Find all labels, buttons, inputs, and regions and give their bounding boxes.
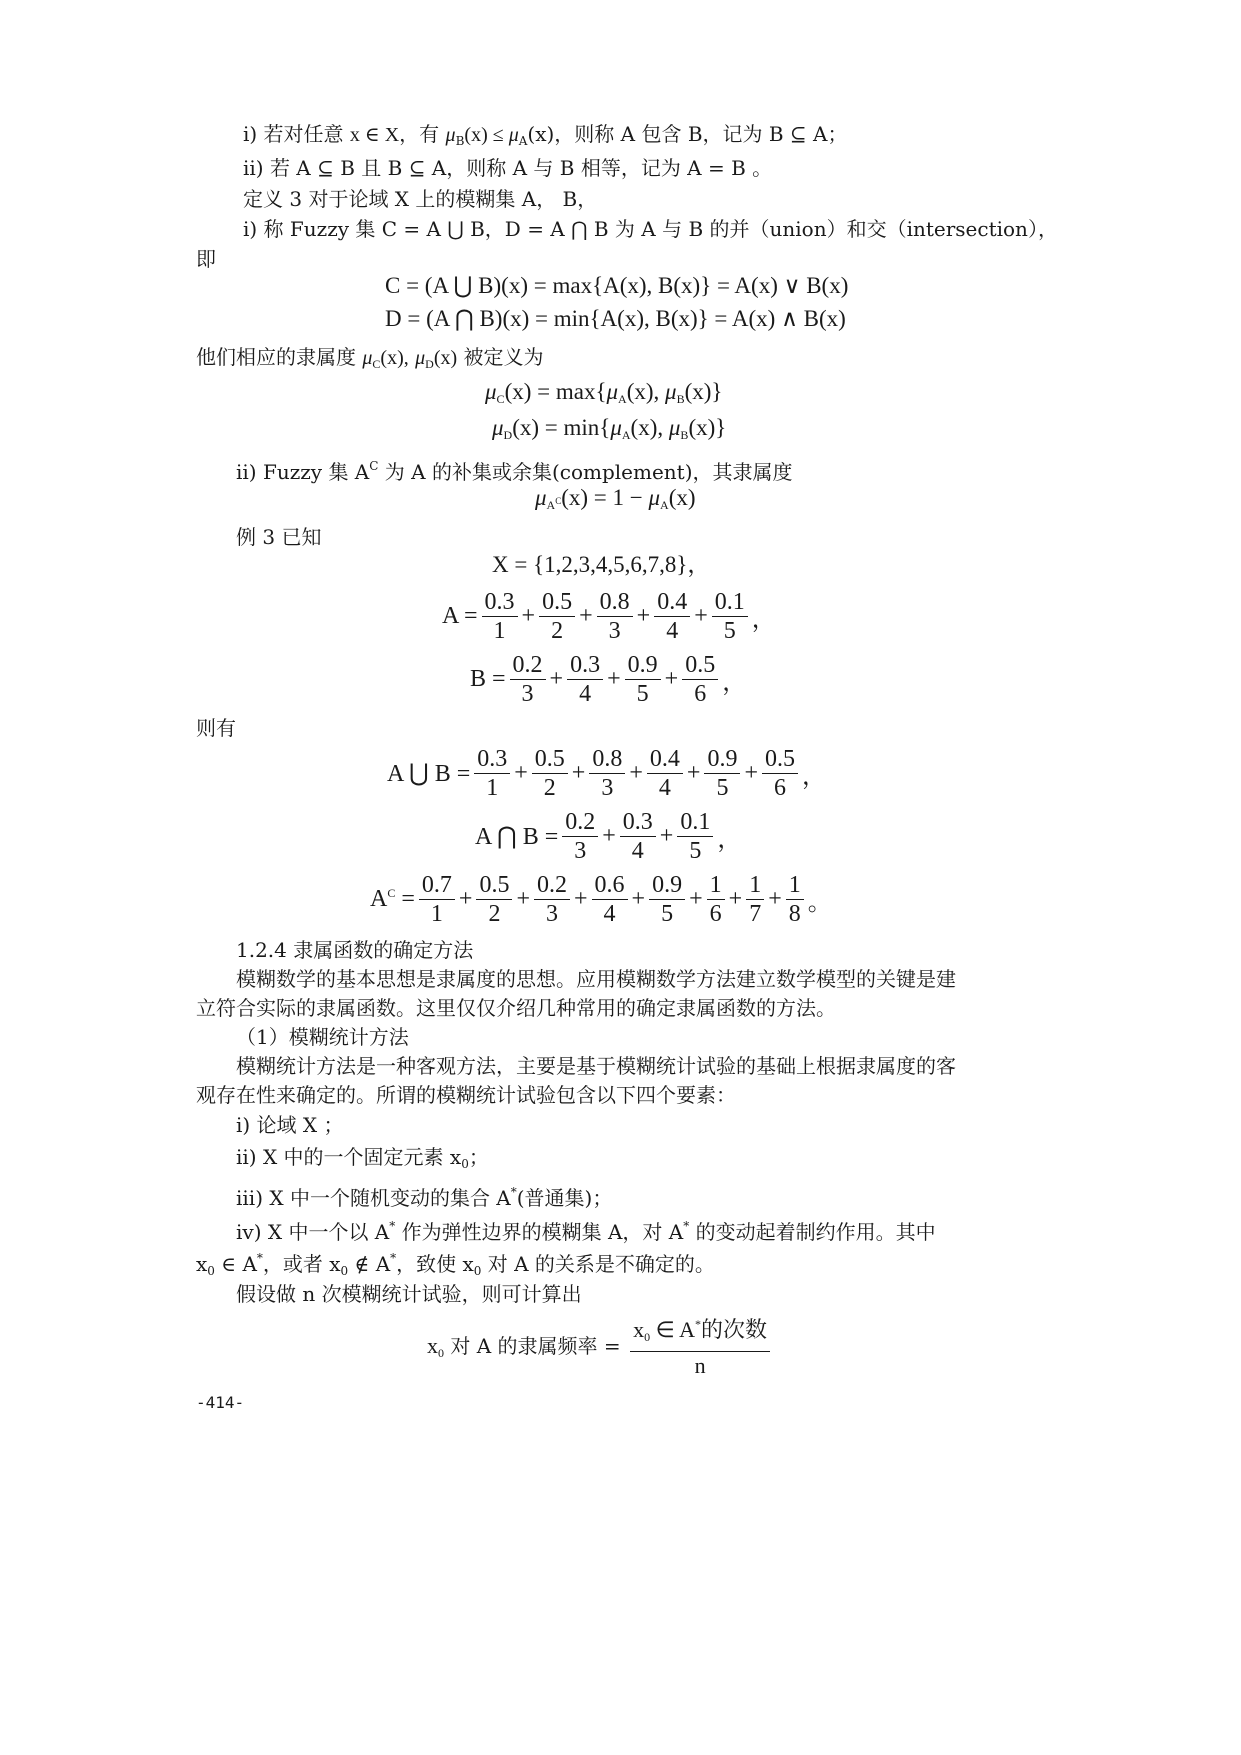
element-iv-line-1 (236, 1214, 936, 1244)
equation-intersection: D = (A ⋂ B)(x) = min{A(x), B(x)} = A(x) ∧ B(x) (385, 306, 846, 331)
plus-sign: + (631, 886, 646, 912)
plus-sign: + (686, 760, 701, 786)
text: 作为弹性边界的模糊集 A，对 A (395, 1220, 684, 1244)
membership-grade: 0.2 (534, 871, 570, 900)
definition-3-i: i) 称 Fuzzy 集 C = A ⋃ B，D = A ⋂ B 为 A 与 B 的并（union）和交（intersection）， (243, 217, 1058, 241)
text: ，或者 x (262, 1252, 341, 1276)
membership-term (654, 588, 690, 645)
example-3-label: 例 3 已知 (236, 525, 322, 549)
element: 8 (788, 901, 801, 927)
equation-mu-c: $\mu_C(x) = \max\{\mu_A(x)$, $\mu_B(x)$} (485, 379, 723, 406)
text: 的次数 (700, 1318, 767, 1343)
plus-sign: + (458, 886, 473, 912)
math: (x)} (688, 415, 727, 440)
element: 5 (636, 681, 649, 707)
membership-grade: 0.2 (510, 651, 546, 680)
paragraph-2-line-1: 模糊统计方法是一种客观方法，主要是基于模糊统计试验的基础上根据隶属度的客 (236, 1054, 956, 1078)
text: 对 A 的关系是不确定的。 (481, 1252, 715, 1276)
punctuation: ， (717, 827, 742, 853)
membership-grade: 0.3 (482, 588, 518, 617)
membership-grade: 0.8 (597, 588, 633, 617)
subscript: 0 (340, 1264, 349, 1278)
element: 6 (694, 681, 707, 707)
element: 3 (601, 775, 614, 801)
plus-sign: + (659, 823, 674, 849)
punctuation: ， (722, 670, 747, 696)
superscript: * (389, 1219, 396, 1233)
membership-term (682, 651, 718, 708)
element: 5 (689, 838, 702, 864)
page-number: -414- (196, 1393, 245, 1412)
contain-def-ii: ii) 若 A ⊆ B 且 B ⊆ A，则称 A 与 B 相等，记为 A = B 。 (243, 156, 773, 180)
subscript: 0 (644, 1330, 651, 1344)
membership-term (677, 808, 713, 865)
text: i) 若对任意 (243, 122, 344, 146)
membership-term (482, 588, 518, 645)
text: ∈ A (214, 1252, 257, 1276)
text: x (196, 1252, 208, 1276)
fuzzy-set-B (468, 651, 748, 708)
membership-grade: 0.9 (704, 745, 740, 774)
membership-grade: 1 (707, 871, 725, 900)
contain-def-i (243, 122, 848, 153)
membership-term (539, 588, 575, 645)
formula-lhs (427, 1330, 621, 1361)
subscript: B (676, 392, 685, 406)
equation-complement: $\mu_{A^C}(x) = 1 - \mu_A(x)$ (535, 485, 696, 512)
element: 4 (579, 681, 592, 707)
membership-term (562, 808, 598, 865)
punctuation: ， (801, 764, 826, 790)
membership-term (510, 651, 546, 708)
superscript: * (683, 1219, 690, 1233)
subscript: A (621, 428, 631, 442)
text: iv) X 中一个以 A (236, 1220, 390, 1244)
membership-grade: 0.5 (539, 588, 575, 617)
math: (x) = min{ (512, 415, 611, 440)
membership-grade: 0.8 (589, 745, 625, 774)
then-text: 则有 (196, 716, 236, 740)
membership-grade: 0.6 (592, 871, 628, 900)
membership-grade: 0.9 (649, 871, 685, 900)
membership-grade: 0.5 (762, 745, 798, 774)
element: 1 (430, 901, 443, 927)
paragraph-3: 假设做 n 次模糊统计试验，则可计算出 (236, 1282, 582, 1306)
membership-frequency-formula (425, 1310, 772, 1380)
subscript: B (680, 428, 689, 442)
plus-sign: + (571, 760, 586, 786)
paragraph-2-line-2: 观存在性来确定的。所谓的模糊统计试验包含以下四个要素： (196, 1083, 736, 1107)
membership-term (532, 745, 568, 802)
plus-sign: + (768, 886, 782, 912)
subscript: A (518, 134, 528, 148)
membership-term (786, 871, 804, 928)
element: 2 (488, 901, 501, 927)
membership-term (597, 588, 633, 645)
text: 为 A 的补集或余集(complement)，其隶属度 (378, 460, 793, 484)
element: 4 (631, 838, 644, 864)
element: 3 (608, 618, 621, 644)
set-lhs: B = (470, 666, 506, 692)
plus-sign: + (514, 760, 528, 786)
membership-term (647, 745, 683, 802)
subscript: 0 (461, 1157, 469, 1171)
text: ∈ A (650, 1317, 695, 1342)
text: ii) Fuzzy 集 A (236, 460, 370, 484)
membership-term (712, 588, 748, 645)
membership-grade: 0.3 (567, 651, 603, 680)
set-lhs: $A^C$ = (370, 886, 415, 912)
text: x (633, 1317, 645, 1342)
plus-sign: + (636, 603, 651, 629)
text: 被定义为 (463, 345, 544, 369)
text: ； (468, 1145, 489, 1169)
membership-grade: 0.9 (625, 651, 661, 680)
subsection-heading: （1）模糊统计方法 (236, 1025, 409, 1049)
element: 3 (521, 681, 534, 707)
math: (x)} (684, 379, 723, 404)
subscript: A (618, 392, 627, 406)
element: 3 (574, 838, 587, 864)
plus-sign: + (516, 886, 530, 912)
element: 7 (749, 901, 762, 927)
membership-grade: 0.4 (647, 745, 683, 774)
math: (x) = 1 − (561, 485, 649, 510)
text: x (427, 1332, 438, 1358)
text: ，致使 x (396, 1252, 474, 1276)
subscript: A (546, 498, 556, 512)
membership-grade: 0.2 (562, 808, 598, 837)
math: (x) = max{ (504, 379, 607, 404)
subscript: 0 (207, 1264, 215, 1278)
membership-term (625, 651, 661, 708)
element: 5 (716, 775, 729, 801)
element: 1 (486, 775, 499, 801)
paragraph-1-line-2: 立符合实际的隶属函数。这里仅仅介绍几种常用的确定隶属函数的方法。 (196, 996, 836, 1020)
text: (x)，则称 A 包含 B，记为 B ⊆ A； (527, 122, 848, 146)
subscript: 0 (438, 1345, 444, 1360)
element: 6 (709, 901, 722, 927)
plus-sign: + (694, 603, 708, 629)
mu-symbol: μ (508, 124, 519, 146)
membership-grade: 0.5 (532, 745, 568, 774)
superscript: C (369, 459, 379, 473)
mu-symbol: μ (445, 124, 456, 146)
element-iv-line-2 (196, 1246, 715, 1283)
element: 2 (543, 775, 556, 801)
membership-grade: 0.5 (682, 651, 718, 680)
superscript: * (256, 1251, 263, 1265)
membership-grade: 1 (786, 871, 804, 900)
set-lhs: A = (442, 603, 478, 629)
fuzzy-set-union (385, 745, 828, 802)
membership-grade: 0.4 (654, 588, 690, 617)
membership-term (592, 871, 628, 928)
membership-term (474, 745, 510, 802)
definition-3-ji: 即 (196, 247, 216, 271)
membership-grade: 1 (746, 871, 764, 900)
membership-grade: 0.3 (474, 745, 510, 774)
fuzzy-set-complement (368, 871, 834, 928)
text: 的变动起着制约作用。其中 (689, 1220, 936, 1244)
plus-sign: + (579, 603, 593, 629)
element-iii (236, 1180, 612, 1210)
punctuation: 。 (807, 890, 832, 916)
math: (x) (668, 485, 696, 510)
membership-term (707, 871, 725, 928)
text: 他们相应的隶属度 (196, 345, 356, 369)
subscript: D (503, 428, 513, 442)
plus-sign: + (574, 886, 588, 912)
plus-sign: + (728, 886, 743, 912)
plus-sign: + (521, 603, 536, 629)
universe-set: X = {1,2,3,4,5,6,7,8}， (492, 552, 711, 577)
element: 4 (603, 901, 616, 927)
punctuation: ， (751, 607, 776, 633)
membership-term (649, 871, 685, 928)
plus-sign: + (744, 760, 758, 786)
section-heading: 1.2.4 隶属函数的确定方法 (236, 938, 474, 962)
element: 2 (551, 618, 564, 644)
paragraph-1-line-1: 模糊数学的基本思想是隶属度的思想。应用模糊数学方法建立数学模型的关键是建 (236, 967, 956, 991)
plus-sign: + (607, 666, 621, 692)
subscript: B (455, 134, 465, 148)
membership-grade: 0.7 (419, 871, 455, 900)
plus-sign: + (549, 666, 564, 692)
element: 5 (723, 618, 736, 644)
superscript: * (510, 1185, 517, 1199)
element: 1 (493, 618, 506, 644)
text: ii) X 中的一个固定元素 x (236, 1145, 462, 1169)
plus-sign: + (689, 886, 703, 912)
element-ii (236, 1145, 489, 1176)
plus-sign: + (664, 666, 679, 692)
definition-3-title: 定义 3 对于论域 X 上的模糊集 A， B， (243, 187, 598, 211)
membership-term (746, 871, 764, 928)
membership-grade: 0.1 (677, 808, 713, 837)
complement-def (236, 454, 793, 484)
element: 4 (666, 618, 679, 644)
membership-grade: 0.3 (620, 808, 656, 837)
membership-term (534, 871, 570, 928)
membership-term (762, 745, 798, 802)
membership-term (567, 651, 603, 708)
text: ，有 (399, 122, 440, 146)
membership-term (419, 871, 455, 928)
subscript: 0 (473, 1264, 482, 1278)
superscript: * (694, 1317, 701, 1331)
superscript: * (390, 1251, 397, 1265)
element: 4 (658, 775, 671, 801)
math: x ∈ X (349, 124, 400, 146)
membership-term (704, 745, 740, 802)
subscript: C (496, 392, 505, 406)
membership-term (476, 871, 512, 928)
membership-term (589, 745, 625, 802)
set-lhs: A ⋃ B = (387, 761, 471, 787)
text: ∉ A (348, 1252, 391, 1276)
plus-sign: + (602, 823, 616, 849)
fuzzy-set-intersection (473, 808, 743, 865)
text: iii) X 中一个随机变动的集合 A (236, 1186, 511, 1210)
denominator: n (694, 1353, 706, 1378)
element-i: i) 论域 X ； (236, 1113, 344, 1137)
text: (普通集)； (516, 1186, 613, 1210)
set-lhs: A ⋂ B = (475, 824, 559, 850)
membership-term (620, 808, 656, 865)
fuzzy-set-A (440, 588, 778, 645)
plus-sign: + (629, 760, 643, 786)
membership-grade: 0.5 (476, 871, 512, 900)
superscript: C (555, 496, 562, 506)
subscript: A (660, 498, 669, 512)
element: 5 (661, 901, 674, 927)
membership-grade: 0.1 (712, 588, 748, 617)
text: 对 A 的隶属频率 = (444, 1333, 621, 1358)
equation-union: C = (A ⋃ B)(x) = max{A(x), B(x)} = A(x) ∨ B(x) (385, 273, 849, 298)
fraction (630, 1310, 770, 1380)
element: 6 (773, 775, 786, 801)
numerator (630, 1310, 770, 1352)
equation-mu-d: $\mu_D(x) = \min\{\mu_A(x)$, $\mu_B(x)$} (492, 415, 727, 442)
membership-text: 他们相应的隶属度 $\mu_C(x)$, $\mu_D(x)$ 被定义为 (196, 345, 544, 371)
element: 3 (546, 901, 558, 927)
math: (x) ≤ (464, 124, 509, 146)
